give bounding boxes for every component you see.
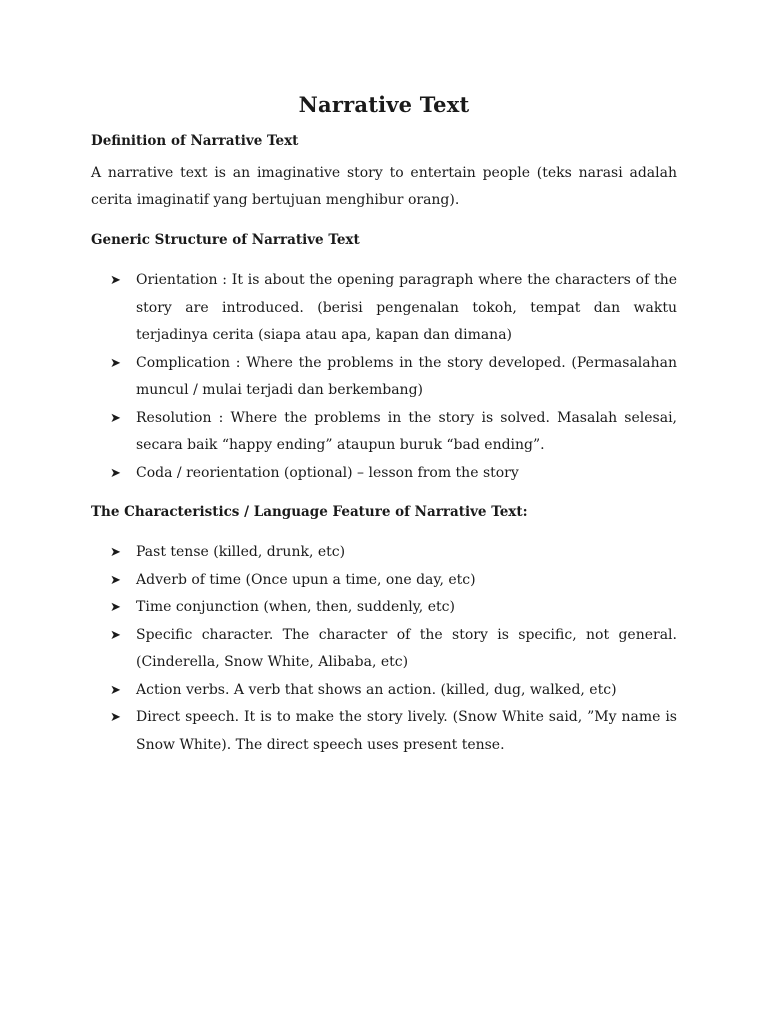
characteristics-heading: The Characteristics / Language Feature of Narrative Text: bbox=[91, 504, 528, 520]
structure-list bbox=[110, 267, 677, 487]
arrowhead-bullet-icon: ➤ bbox=[110, 273, 121, 288]
definition-paragraph: A narrative text is an imaginative story to entertain people (teks narasi adalah cerita imaginatif yang bertujuan menghibur orang). bbox=[91, 165, 677, 208]
arrowhead-bullet-icon: ➤ bbox=[110, 682, 121, 698]
arrowhead-bullet-icon: ➤ bbox=[110, 600, 121, 615]
structure-heading: Generic Structure of Narrative Text bbox=[91, 232, 360, 248]
list-item-text: Time conjunction (when, then, suddenly, etc) bbox=[136, 599, 455, 615]
list-item bbox=[110, 704, 677, 759]
arrowhead-bullet-icon: ➤ bbox=[110, 545, 121, 560]
list-item-text: Action verbs. A verb that shows an action. (killed, dug, walked, etc) bbox=[136, 681, 617, 698]
arrowhead-bullet-icon: ➤ bbox=[110, 627, 121, 643]
list-item bbox=[110, 594, 677, 622]
list-item bbox=[110, 350, 677, 405]
arrowhead-bullet-icon: ➤ bbox=[110, 572, 121, 588]
list-item-text: Direct speech. It is to make the story lively. (Snow White said, ”My name is Snow White). The direct speech uses present tense. bbox=[136, 709, 677, 753]
list-item bbox=[110, 539, 677, 567]
definition-heading: Definition of Narrative Text bbox=[91, 133, 299, 149]
list-item-text: Orientation : It is about the opening paragraph where the characters of the story are introduced. (berisi pengenalan tokoh, tempat dan waktu terjadinya cerita (siapa atau apa, kapan dan dimana) bbox=[136, 272, 677, 343]
list-item bbox=[110, 267, 677, 350]
arrowhead-bullet-icon: ➤ bbox=[110, 355, 121, 371]
list-item-text: Past tense (killed, drunk, etc) bbox=[136, 544, 346, 560]
list-item-text: Complication : Where the problems in the story developed. (Permasalahan muncul / mulai terjadi dan berkembang) bbox=[136, 354, 677, 398]
list-item-text: Adverb of time (Once upun a time, one day, etc) bbox=[136, 571, 476, 588]
list-item-text: Specific character. The character of the story is specific, not general. (Cinderella, Snow White, Alibaba, etc) bbox=[136, 626, 677, 670]
list-item bbox=[110, 405, 677, 460]
characteristics-list bbox=[110, 539, 677, 759]
page-title: Narrative Text bbox=[298, 92, 470, 117]
list-item bbox=[110, 677, 677, 705]
list-item-text: Resolution : Where the problems in the story is solved. Masalah selesai, secara baik “happy ending” ataupun buruk “bad ending”. bbox=[136, 409, 677, 453]
arrowhead-bullet-icon: ➤ bbox=[110, 465, 121, 481]
arrowhead-bullet-icon: ➤ bbox=[110, 710, 121, 725]
list-item-text: Coda / reorientation (optional) – lesson from the story bbox=[136, 464, 519, 481]
list-item bbox=[110, 567, 677, 595]
list-item bbox=[110, 622, 677, 677]
arrowhead-bullet-icon: ➤ bbox=[110, 410, 121, 426]
list-item bbox=[110, 460, 677, 488]
